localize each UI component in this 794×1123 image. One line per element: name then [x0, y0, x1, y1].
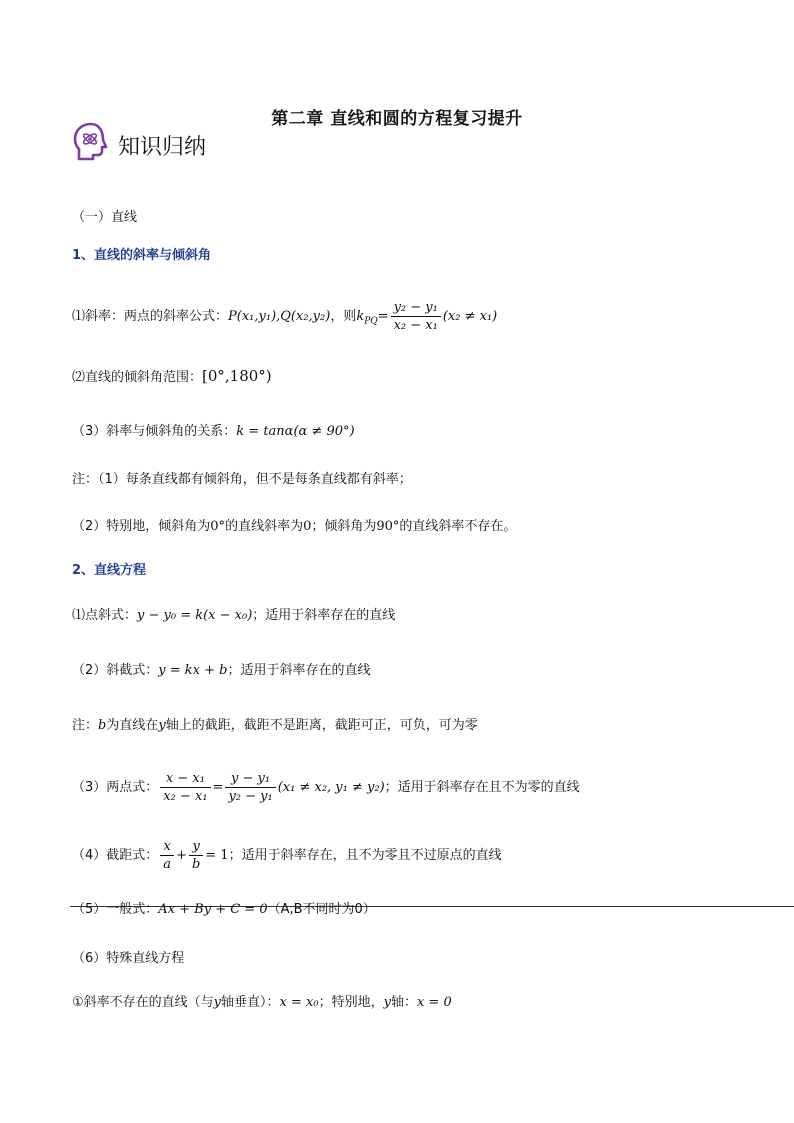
slope-fraction: [391, 299, 441, 334]
note2-c: ；倾斜角为: [311, 519, 377, 534]
f4-num2: y: [189, 838, 203, 856]
f7-y2: y: [383, 995, 391, 1010]
f7-a: ①斜率不存在的直线（与: [72, 995, 214, 1010]
head-atom-icon: [72, 122, 110, 162]
f3-suffix: ；适用于斜率存在且不为零的直线: [384, 780, 580, 795]
eq-sign: =: [377, 309, 389, 324]
slope-intercept-line: [72, 661, 371, 681]
note2-a: （2）特别地，倾斜角为: [72, 519, 211, 534]
intercept-line: [72, 838, 502, 873]
k-symbol: k: [356, 309, 365, 324]
f3-num2: y − y₁: [225, 770, 275, 788]
subheading-slope: 1、直线的斜率与倾斜角: [72, 248, 212, 263]
f2-formula: y = kx + b: [158, 663, 228, 678]
f2-prefix: （2）斜截式：: [72, 663, 159, 678]
f3-eq: =: [212, 780, 224, 795]
f3-num1: x − x₁: [160, 770, 210, 788]
f1-formula: y − y₀ = k(x − x₀): [137, 608, 253, 623]
f7-b: 轴垂直）：: [221, 995, 280, 1010]
f7-c: ；特别地，: [318, 995, 384, 1010]
point-slope-line: [72, 606, 395, 626]
angle-range: [0°,180°): [202, 367, 272, 385]
slope-denominator: x₂ − x₁: [393, 318, 438, 333]
slope-prefix: ⑴斜率：两点的斜率公式：: [72, 309, 229, 324]
page-title: 第二章 直线和圆的方程复习提升: [271, 109, 523, 129]
special-line-1: [72, 993, 452, 1013]
slope-numerator: y₂ − y₁: [391, 299, 441, 317]
f4-num1: x: [160, 838, 174, 856]
f4-frac1: [160, 838, 174, 873]
f3-frac1: [160, 770, 210, 805]
general-form-line: [72, 900, 376, 920]
note-2: [72, 517, 516, 537]
note2-deg0: 0°: [210, 519, 226, 534]
f4-den1: a: [163, 857, 172, 872]
f5-prefix: （5）一般式：: [72, 902, 159, 917]
f5-formula: Ax + By + C = 0: [158, 902, 268, 917]
section-heading: 知识归纳: [118, 135, 207, 160]
part-label: （一）直线: [72, 210, 138, 225]
f3-den1: x₂ − x₁: [163, 789, 208, 804]
angle-range-prefix: ⑵直线的倾斜角范围：: [72, 370, 203, 385]
note2-d: 的直线斜率不存在。: [399, 519, 517, 534]
slope-condition: (x₂ ≠ x₁): [442, 309, 498, 324]
note3-d: 轴上的截距，截距不是距离，截距可正，可负，可为零: [165, 718, 478, 733]
f4-rhs: = 1: [205, 848, 229, 863]
relation-prefix: （3）斜率与倾斜角的关系：: [72, 424, 237, 439]
special-lines-heading: （6）特殊直线方程: [72, 951, 185, 966]
note2-zero: 0: [303, 519, 312, 534]
f7-y: y: [213, 995, 222, 1010]
f7-formula2: x = 0: [416, 995, 452, 1010]
f4-den2: b: [191, 857, 201, 872]
slope-mid: ，则: [330, 309, 357, 324]
f4-plus: +: [176, 848, 187, 863]
two-point-line: [72, 770, 580, 805]
points-formula: P(x₁,y₁),Q(x₂,y₂): [228, 309, 331, 324]
subheading-line-equation: 2、直线方程: [72, 563, 147, 578]
note2-deg90: 90°: [376, 519, 400, 534]
f2-suffix: ；适用于斜率存在的直线: [227, 663, 371, 678]
f3-cond: (x₁ ≠ x₂, y₁ ≠ y₂): [277, 780, 385, 795]
angle-range-line: [72, 366, 272, 388]
note3-y: y: [158, 718, 166, 733]
f3-frac2: [225, 770, 275, 805]
f3-prefix: （3）两点式：: [72, 780, 159, 795]
note-3: [72, 716, 478, 736]
f3-den2: y₂ − y₁: [228, 789, 273, 804]
f7-d: 轴：: [390, 995, 417, 1010]
slope-angle-relation: [72, 422, 355, 442]
k-subscript: PQ: [364, 316, 378, 327]
slope-formula-line: [72, 299, 497, 334]
note3-a: 注：: [72, 718, 99, 733]
f7-formula: x = x₀: [279, 995, 319, 1010]
note3-b: b: [98, 718, 107, 733]
f5-cond: （A,B不同时为0）: [267, 902, 376, 917]
note3-c: 为直线在: [106, 718, 159, 733]
f4-prefix: （4）截距式：: [72, 848, 159, 863]
relation-formula: k = tanα(α ≠ 90°): [236, 424, 355, 439]
note2-b: 的直线斜率为: [225, 519, 304, 534]
f4-frac2: [189, 838, 203, 873]
f1-suffix: ；适用于斜率存在的直线: [252, 608, 396, 623]
f4-suffix: ；适用于斜率存在，且不为零且不过原点的直线: [228, 848, 502, 863]
f1-prefix: ⑴点斜式：: [72, 608, 138, 623]
note-1: 注：（1）每条直线都有倾斜角，但不是每条直线都有斜率；: [72, 472, 412, 487]
